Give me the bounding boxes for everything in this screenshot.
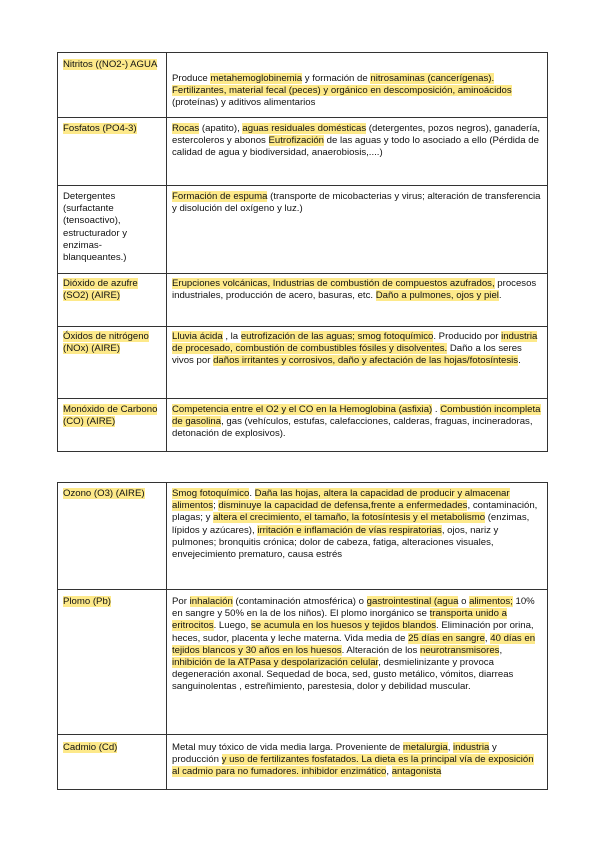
highlighted-text: Daño a pulmones, ojos y piel bbox=[375, 290, 499, 302]
desc-text: (apatito), bbox=[199, 123, 243, 134]
row-label-cell bbox=[58, 735, 167, 790]
desc-text: Metal muy tóxico de vida media larga. Proveniente de bbox=[172, 742, 403, 753]
desc-text: . bbox=[518, 355, 521, 367]
table-row bbox=[58, 327, 548, 399]
desc-text: o bbox=[458, 596, 470, 607]
row-label: Ozono (O3) (AIRE) bbox=[63, 488, 145, 499]
desc-text: . Alteración de los bbox=[341, 644, 421, 656]
highlighted-text: Daña las hojas, altera la capacidad de producir y almacenar alimentos bbox=[172, 488, 510, 512]
highlighted-text: se acumula en los huesos y tejidos blandos bbox=[250, 620, 436, 632]
row-label: Plomo (Pb) bbox=[63, 596, 111, 607]
table-row bbox=[58, 186, 548, 274]
desc-text: , bbox=[484, 632, 491, 644]
highlighted-text: Rocas bbox=[172, 123, 200, 134]
highlighted-text: irritación e inflamación de vías respiratorias bbox=[257, 524, 442, 536]
desc-text: ; bbox=[213, 500, 219, 512]
row-label: Detergentes (surfactante (tensoactivo), estructurador y enzimas-blanqueantes.) bbox=[63, 191, 127, 264]
desc-text: Por bbox=[172, 596, 190, 607]
table-row bbox=[58, 590, 548, 735]
desc-text: (detergentes, pozos negros), ganadería, estercoleros y abonos bbox=[172, 123, 541, 147]
desc-text: , ojos, nariz y pulmones; bronquitis crónica; dolor de cabeza, fatiga, alteraciones visuales, envejecimiento prematuro, causa estrés bbox=[172, 524, 499, 561]
desc-text: . Eliminación por orina, heces, sudor, placenta y leche materna. Vida media de bbox=[172, 620, 534, 644]
desc-text: Produce bbox=[172, 73, 211, 84]
highlighted-text: inhalación bbox=[189, 596, 233, 607]
highlighted-text: Eutrofización bbox=[268, 135, 324, 147]
row-label: Nitritos ((NO2-) AGUA bbox=[63, 59, 158, 70]
row-label-cell bbox=[58, 327, 167, 399]
row-label-cell bbox=[58, 118, 167, 186]
highlighted-text: metalurgia bbox=[402, 742, 448, 753]
highlighted-text: metahemoglobinemia bbox=[210, 73, 303, 84]
desc-text: 10% en sangre y 50% en la de los niños). El plomo inorgánico se bbox=[172, 596, 535, 620]
highlighted-text: Smog fotoquímico bbox=[172, 488, 250, 499]
pollutants-table-2 bbox=[57, 482, 548, 790]
desc-text: . Producido por bbox=[433, 331, 502, 342]
row-label: Cadmio (Cd) bbox=[63, 742, 118, 753]
highlighted-text: transporta unido a eritrocitos bbox=[172, 608, 507, 632]
highlighted-text: disminuye la capacidad de defensa,frente a enfermedades bbox=[218, 500, 468, 512]
highlighted-text: eutrofización de las aguas; smog fotoquímico bbox=[240, 331, 434, 342]
highlighted-text: daños irritantes y corrosivos, daño y afectación de las hojas/fotosíntesis bbox=[213, 355, 519, 367]
desc-text: , desmielinizante y provoca degeneración axonal. Sequedad de boca, sed, gusto metálico, vómitos, diarreas sanguinolentas , estreñimiento, parestesia, dolor y debilidad muscular. bbox=[172, 657, 514, 693]
desc-text: y formación de bbox=[302, 73, 371, 84]
table-row bbox=[58, 399, 548, 452]
desc-text: , bbox=[447, 742, 454, 753]
row-label-cell bbox=[58, 53, 167, 118]
row-desc-cell bbox=[167, 118, 548, 186]
highlighted-text: inhibición de la ATPasa y despolarización celular bbox=[172, 657, 379, 669]
highlighted-text: altera el crecimiento, el tamaño, la fotosíntesis y el metabolismo bbox=[213, 512, 486, 524]
row-label: Fosfatos (PO4-3) bbox=[63, 123, 137, 134]
desc-text: . bbox=[498, 290, 502, 302]
table-row bbox=[58, 53, 548, 118]
row-label: Monóxido de Carbono (CO) (AIRE) bbox=[63, 404, 158, 428]
table-row bbox=[58, 118, 548, 186]
row-label-cell bbox=[58, 399, 167, 452]
desc-text: (enzimas, lípidos y azúcares), bbox=[172, 512, 530, 536]
desc-text: (contaminación atmosférica) o bbox=[232, 596, 367, 607]
row-label: Óxidos de nitrógeno (NOx) (AIRE) bbox=[63, 331, 149, 355]
desc-text: Daño a los seres vivos por bbox=[172, 343, 522, 367]
highlighted-text: antagonista bbox=[391, 766, 442, 778]
highlighted-text: Fertilizantes, material fecal (peces) y orgánico en descomposición, aminoácidos bbox=[172, 85, 512, 97]
row-desc-cell bbox=[167, 53, 548, 118]
row-desc-cell bbox=[167, 399, 548, 452]
table-row bbox=[58, 735, 548, 790]
highlighted-text: industria bbox=[453, 742, 490, 753]
table-row bbox=[58, 274, 548, 327]
desc-text: . bbox=[249, 488, 255, 499]
desc-text: , contaminación, plagas; y bbox=[172, 500, 538, 524]
desc-text: , la bbox=[222, 331, 241, 342]
row-desc-cell bbox=[167, 483, 548, 590]
highlighted-text: aguas residuales domésticas bbox=[242, 123, 367, 134]
row-desc-cell bbox=[167, 590, 548, 735]
row-label-cell bbox=[58, 186, 167, 274]
desc-text: , bbox=[386, 766, 392, 778]
highlighted-text: 25 días en sangre bbox=[408, 632, 485, 644]
highlighted-text: industria de procesado, combustión de combustibles fósiles y disolventes. bbox=[172, 331, 538, 355]
row-label: Dióxido de azufre (SO2) (AIRE) bbox=[63, 278, 138, 302]
row-desc-cell bbox=[167, 274, 548, 327]
row-desc-cell bbox=[167, 735, 548, 790]
highlighted-text: nitrosaminas (cancerígenas). bbox=[370, 73, 495, 84]
highlighted-text: Erupciones volcánicas, Industrias de combustión de compuestos azufrados, bbox=[172, 278, 495, 289]
highlighted-text: Combustión incompleta de gasolina bbox=[172, 404, 541, 428]
highlighted-text: neurotransmisores bbox=[420, 644, 500, 656]
desc-text: de las aguas y todo lo asociado a ello (Pérdida de calidad de agua y biodiversidad, anaerobiosis,....) bbox=[172, 135, 539, 159]
desc-text: . bbox=[432, 404, 441, 415]
row-label-cell bbox=[58, 483, 167, 590]
highlighted-text: Lluvia ácida bbox=[172, 331, 223, 342]
row-label-cell bbox=[58, 274, 167, 327]
row-label-cell bbox=[58, 590, 167, 735]
desc-text: y producción bbox=[172, 742, 497, 766]
pollutants-table-1 bbox=[57, 52, 548, 452]
highlighted-text: Formación de espuma bbox=[172, 191, 268, 202]
desc-text: , bbox=[499, 644, 503, 656]
highlighted-text: alimentos; bbox=[469, 596, 513, 607]
desc-text: (transporte de micobacterias y virus; alteración de transferencia y disolución del oxígeno y luz.) bbox=[172, 191, 541, 215]
highlighted-text: 40 días en tejidos blancos y 30 años en los huesos bbox=[172, 632, 536, 656]
desc-text: (proteínas) y aditivos alimentarios bbox=[172, 97, 316, 109]
row-desc-cell bbox=[167, 186, 548, 274]
desc-text: . Luego, bbox=[213, 620, 251, 632]
row-desc-cell bbox=[167, 327, 548, 399]
highlighted-text: y uso de fertilizantes fosfatados. La dieta es la principal vía de exposición al cadmio para no fumadores. inhibidor enzimático bbox=[172, 754, 534, 778]
desc-text: , gas (vehículos, estufas, calefacciones, calderas, fraguas, incineradoras, detonación de explosivos). bbox=[172, 416, 533, 440]
highlighted-text: Competencia entre el O2 y el CO en la Hemoglobina (asfixia) bbox=[172, 404, 433, 415]
desc-text: procesos industriales, producción de acero, basuras, etc. bbox=[172, 278, 537, 302]
highlighted-text: gastrointestinal (agua bbox=[366, 596, 459, 607]
table-row bbox=[58, 483, 548, 590]
